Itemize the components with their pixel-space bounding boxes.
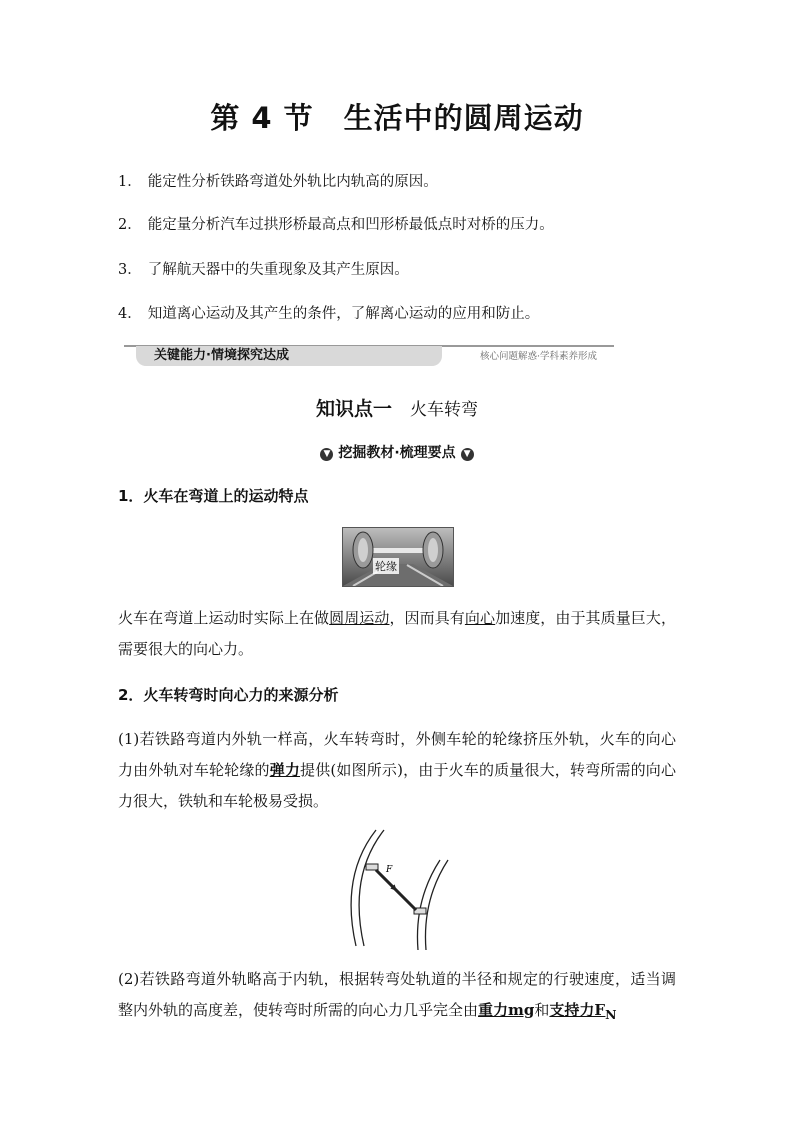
- track-figure: [336, 826, 460, 950]
- objective-item: 3． 了解航天器中的失重现象及其产生原因。: [118, 262, 409, 278]
- arrow-down-icon: ▼: [461, 448, 474, 461]
- banner-label: 关键能力·情境探究达成: [136, 346, 442, 366]
- section-heading: 2．火车转弯时向心力的来源分析: [118, 686, 339, 704]
- force-label: F: [386, 865, 393, 875]
- page-title: 第 4 节 生活中的圆周运动: [210, 101, 584, 135]
- arrow-down-icon: ▼: [320, 448, 333, 461]
- knowledge-point-title: 知识点一 火车转弯: [315, 398, 478, 420]
- paragraph: (1)若铁路弯道内外轨一样高，火车转弯时，外侧车轮的轮缘挤压外轨，火车的向心力由外轨对车轮轮缘的弹力提供(如图所示)，由于火车的质量很大，转弯所需的向心力很大，铁轨和车轮极易受损。: [118, 730, 676, 810]
- section-heading: 1．火车在弯道上的运动特点: [118, 487, 309, 505]
- wheel-image: [342, 527, 454, 587]
- wheel-flange-label: 轮缘: [375, 560, 397, 573]
- sub-banner: ▼ 挖掘教材·梳理要点 ▼: [0, 442, 794, 462]
- curved-track-diagram: [336, 826, 460, 950]
- wheel-axle-illustration: [343, 528, 453, 586]
- objective-item: 1． 能定性分析铁路弯道处外轨比内轨高的原因。: [118, 174, 438, 190]
- paragraph: (2)若铁路弯道外轨略高于内轨，根据转弯处轨道的半径和规定的行驶速度，适当调整内外轨的高度差，使转弯时所需的向心力几乎完全由重力mg和支持力$F_N$: [118, 970, 676, 1022]
- banner-subtitle: 核心问题解惑·学科素养形成: [480, 351, 598, 362]
- objective-item: 4． 知道离心运动及其产生的条件，了解离心运动的应用和防止。: [118, 306, 540, 322]
- paragraph: 火车在弯道上运动时实际上在做圆周运动，因而具有向心加速度，由于其质量巨大，需要很大的向心力。: [118, 609, 676, 658]
- objective-item: 2． 能定量分析汽车过拱形桥最高点和凹形桥最低点时对桥的压力。: [118, 217, 554, 233]
- section-banner: [118, 338, 614, 368]
